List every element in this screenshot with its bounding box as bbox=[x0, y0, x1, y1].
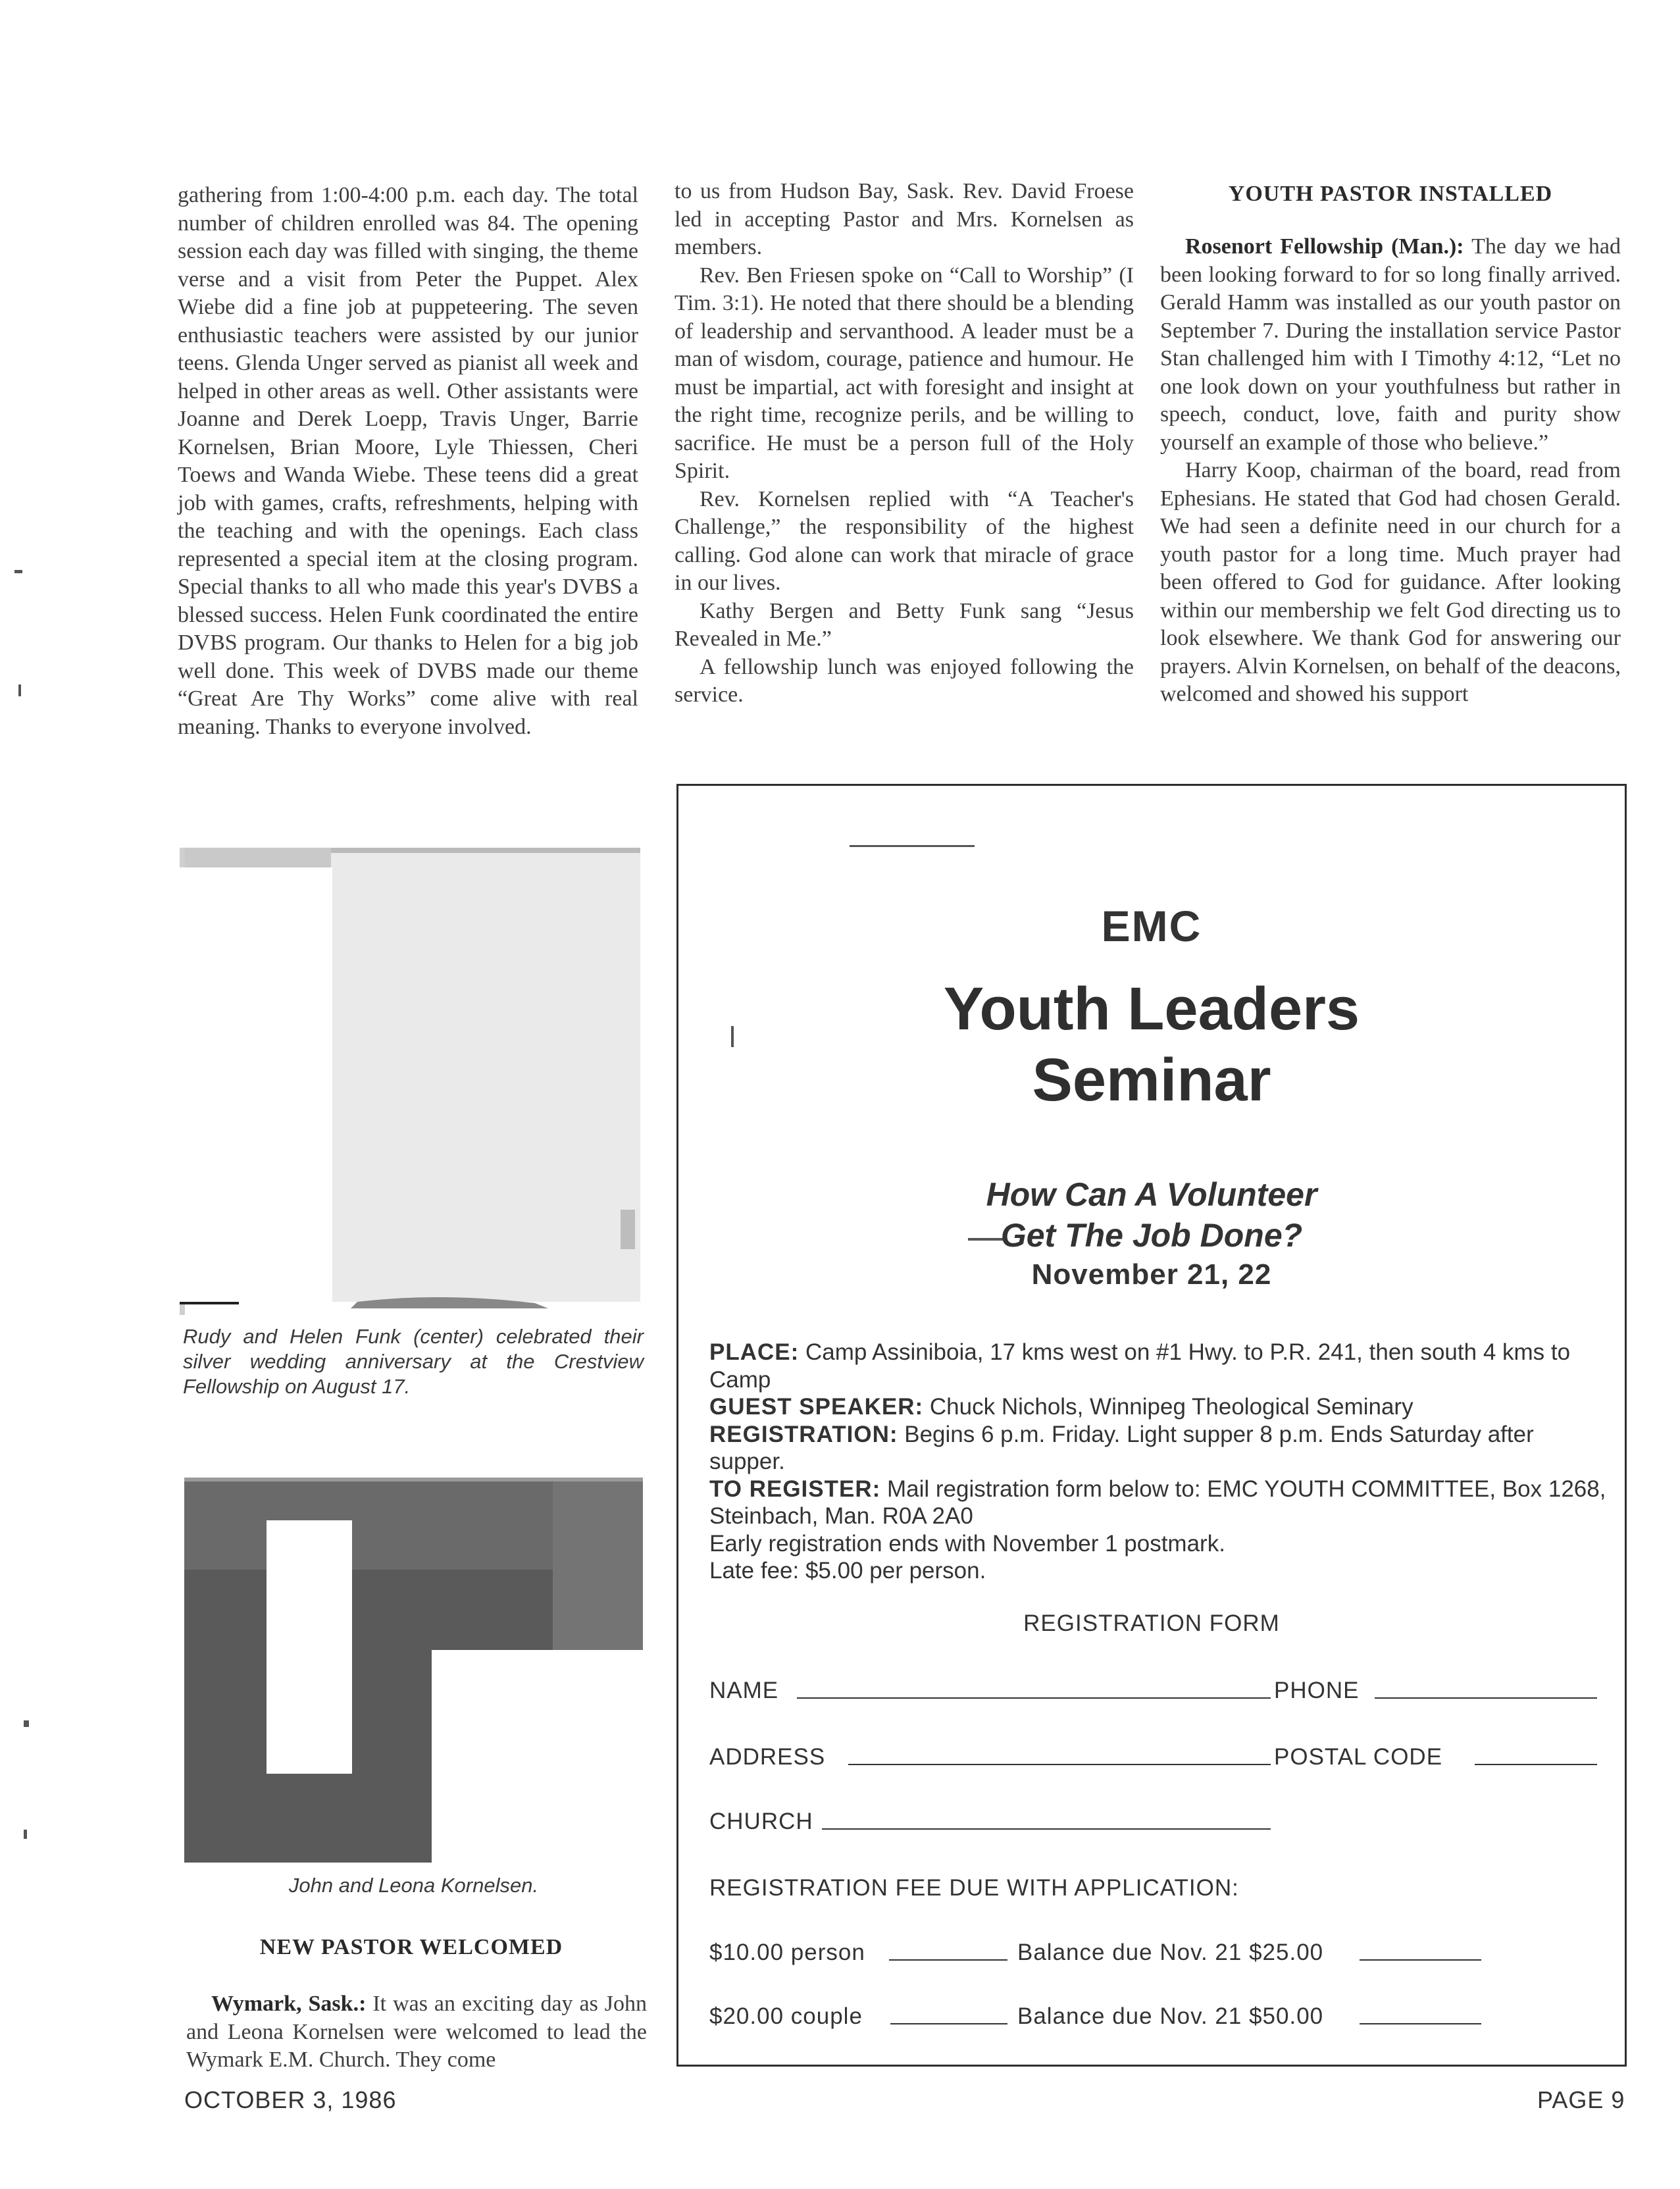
photo1-caption-text: Rudy and Helen Funk (center) celebrated their silver wedding anniversary at the Crestview Fellowship on August 17. bbox=[183, 1325, 644, 1398]
place-text: Camp Assiniboia, 17 kms west on #1 Hwy. to P.R. 241, then south 4 kms to Camp bbox=[709, 1339, 1571, 1393]
youth-pastor-lead: Rosenort Fellowship (Man.): bbox=[1185, 234, 1464, 259]
phone-label: PHONE bbox=[1274, 1678, 1360, 1703]
photo-funk-anniversary bbox=[180, 848, 640, 1315]
ad-info bbox=[709, 1339, 1611, 1585]
new-pastor-heading bbox=[178, 1935, 645, 1960]
new-pastor-heading-text: NEW PASTOR WELCOMED bbox=[259, 1935, 563, 1959]
fee-label: REGISTRATION FEE DUE WITH APPLICATION: bbox=[709, 1875, 1239, 1901]
dvbs-text: gathering from 1:00-4:00 p.m. each day. The total number of children enrolled was 84. The opening session each day was filled with singing, the theme verse and a visit from Peter the Puppet. Alex Wiebe did a fine job at puppeteering. The seven enthusiastic teachers were assisted by our junior teens. Glenda Unger served as pianist all week and helped in other areas as well. Other assistants were Joanne and Derek Loepp, Travis Unger, Barrie Kornelsen, Brian Moore, Lyle Thiessen, Cheri Toews and Wanda Wiebe. These teens did a great job with games, crafts, refreshments, helping with the teaching and with the openings. Each class represented a special item at the closing program. Special thanks to all who made this year's DVBS a blessed success. Helen Funk coordinated the entire DVBS program. Our thanks to Helen for a big job well done. This week of DVBS made our theme “Great Are Thy Works” come alive with real meaning. Thanks to everyone involved. bbox=[178, 183, 638, 739]
register-text: Mail registration form below to: EMC YOUTH COMMITTEE, Box 1268, Steinbach, Man. R0A 2A0 bbox=[709, 1476, 1606, 1529]
photo2-caption-text: John and Leona Kornelsen. bbox=[288, 1874, 539, 1897]
photo-kornelsen bbox=[184, 1478, 643, 1863]
youth-pastor-p2: Harry Koop, chairman of the board, read from Ephesians. He stated that God had chosen Gerald. We had seen a definite need in our church for a youth pastor for a long time. Much prayer had been offered to God for guidance. After looking within our membership we felt God directing us to look elsewhere. We thank God for answering our prayers. Alvin Kornelsen, on behalf of the deacons, welcomed and showed his support bbox=[1160, 458, 1621, 706]
col2-p5: A fellowship lunch was enjoyed following the service. bbox=[675, 654, 1134, 707]
ad-title-line2: Seminar bbox=[1032, 1046, 1271, 1114]
couple-balance-field[interactable] bbox=[1360, 2023, 1481, 2024]
late-text: Late fee: $5.00 per person. bbox=[709, 1558, 986, 1584]
youth-pastor-heading-text: YOUTH PASTOR INSTALLED bbox=[1228, 182, 1553, 206]
article-new-pastor-cont bbox=[675, 178, 1134, 709]
name-label: NAME bbox=[709, 1678, 779, 1703]
ad-question bbox=[678, 1174, 1625, 1256]
footer-date: OCTOBER 3, 1986 bbox=[184, 2086, 397, 2113]
ad-question-line2: Get The Job Done? bbox=[1000, 1217, 1303, 1254]
register-label: TO REGISTER: bbox=[709, 1476, 881, 1502]
col2-p3: Rev. Kornelsen replied with “A Teacher's Challenge,” the responsibility of the highest calling. God alone can work that miracle of grace in our lives. bbox=[675, 486, 1134, 595]
footer-page: PAGE 9 bbox=[1537, 2086, 1625, 2113]
photo-funk-image bbox=[180, 848, 640, 1315]
couple-fee-field[interactable] bbox=[890, 2023, 1007, 2024]
early-text: Early registration ends with November 1 postmark. bbox=[709, 1530, 1225, 1557]
person-balance-label: Balance due Nov. 21 $25.00 bbox=[1017, 1940, 1324, 1965]
edge-mark bbox=[14, 570, 22, 573]
speaker-label: GUEST SPEAKER: bbox=[709, 1394, 924, 1420]
edge-mark-2 bbox=[18, 684, 21, 696]
photo-kornelsen-image bbox=[184, 1478, 643, 1863]
couple-balance-label: Balance due Nov. 21 $50.00 bbox=[1017, 2003, 1324, 2029]
ad-title bbox=[678, 973, 1625, 1116]
edge-mark-3 bbox=[24, 1720, 29, 1727]
postal-field[interactable] bbox=[1475, 1764, 1597, 1765]
church-label: CHURCH bbox=[709, 1809, 813, 1834]
photo1-caption bbox=[183, 1324, 644, 1399]
ad-title-line1: Youth Leaders bbox=[943, 975, 1360, 1043]
registration-label: REGISTRATION: bbox=[709, 1421, 898, 1447]
person-balance-field[interactable] bbox=[1360, 1959, 1481, 1961]
col2-p4: Kathy Bergen and Betty Funk sang “Jesus Revealed in Me.” bbox=[675, 598, 1134, 651]
address-field[interactable] bbox=[848, 1764, 1271, 1765]
registration-text: Begins 6 p.m. Friday. Light supper 8 p.m. Ends Saturday after supper. bbox=[709, 1421, 1534, 1474]
name-field[interactable] bbox=[797, 1697, 1271, 1699]
seminar-ad bbox=[676, 784, 1627, 2067]
youth-pastor-heading bbox=[1160, 182, 1621, 207]
new-pastor-lead: Wymark, Sask.: bbox=[211, 1992, 367, 2016]
phone-field[interactable] bbox=[1375, 1697, 1597, 1699]
person-fee-field[interactable] bbox=[889, 1959, 1007, 1961]
photo2-caption bbox=[184, 1873, 643, 1898]
postal-label: POSTAL CODE bbox=[1274, 1744, 1443, 1770]
youth-pastor-p1: The day we had been looking forward to for so long finally arrived. Gerald Hamm was installed as our youth pastor on September 7. During the installation service Pastor Stan challenged him with I Timothy 4:12, “Let no one look down on your youthfulness but rather in speech, conduct, love, faith and purity show yourself an example of those who believe.” bbox=[1160, 234, 1621, 455]
article-youth-pastor bbox=[1160, 233, 1621, 709]
edge-mark-4 bbox=[24, 1830, 27, 1839]
col2-p2: Rev. Ben Friesen spoke on “Call to Worship” (I Tim. 3:1). He noted that there should be a blending of leadership and servanthood. A leader must be a man of wisdom, courage, patience and humour. He must be impartial, act with foresight and insight at the right time, recognize perils, and be willing to sacrifice. He must be a person full of the Holy Spirit. bbox=[675, 263, 1134, 483]
church-field[interactable] bbox=[822, 1828, 1271, 1830]
article-dvbs bbox=[178, 182, 638, 741]
article-new-pastor bbox=[186, 1990, 647, 2074]
col2-p1: to us from Hudson Bay, Sask. Rev. David Froese led in accepting Pastor and Mrs. Kornelsen as members. bbox=[675, 179, 1134, 259]
scan-mark bbox=[850, 845, 975, 847]
ad-org: EMC bbox=[1101, 902, 1202, 950]
new-pastor-text: It was an exciting day as John and Leona Kornelsen were welcomed to lead the Wymark E.M. Church. They come bbox=[186, 1992, 648, 2072]
person-fee-label: $10.00 person bbox=[709, 1940, 865, 1965]
place-label: PLACE: bbox=[709, 1339, 800, 1365]
address-label: ADDRESS bbox=[709, 1744, 826, 1770]
ad-date: November 21, 22 bbox=[1031, 1258, 1272, 1291]
speaker-text: Chuck Nichols, Winnipeg Theological Seminary bbox=[929, 1394, 1413, 1420]
form-title: REGISTRATION FORM bbox=[1023, 1610, 1280, 1636]
couple-fee-label: $20.00 couple bbox=[709, 2003, 863, 2029]
ad-question-line1: How Can A Volunteer bbox=[986, 1176, 1317, 1213]
